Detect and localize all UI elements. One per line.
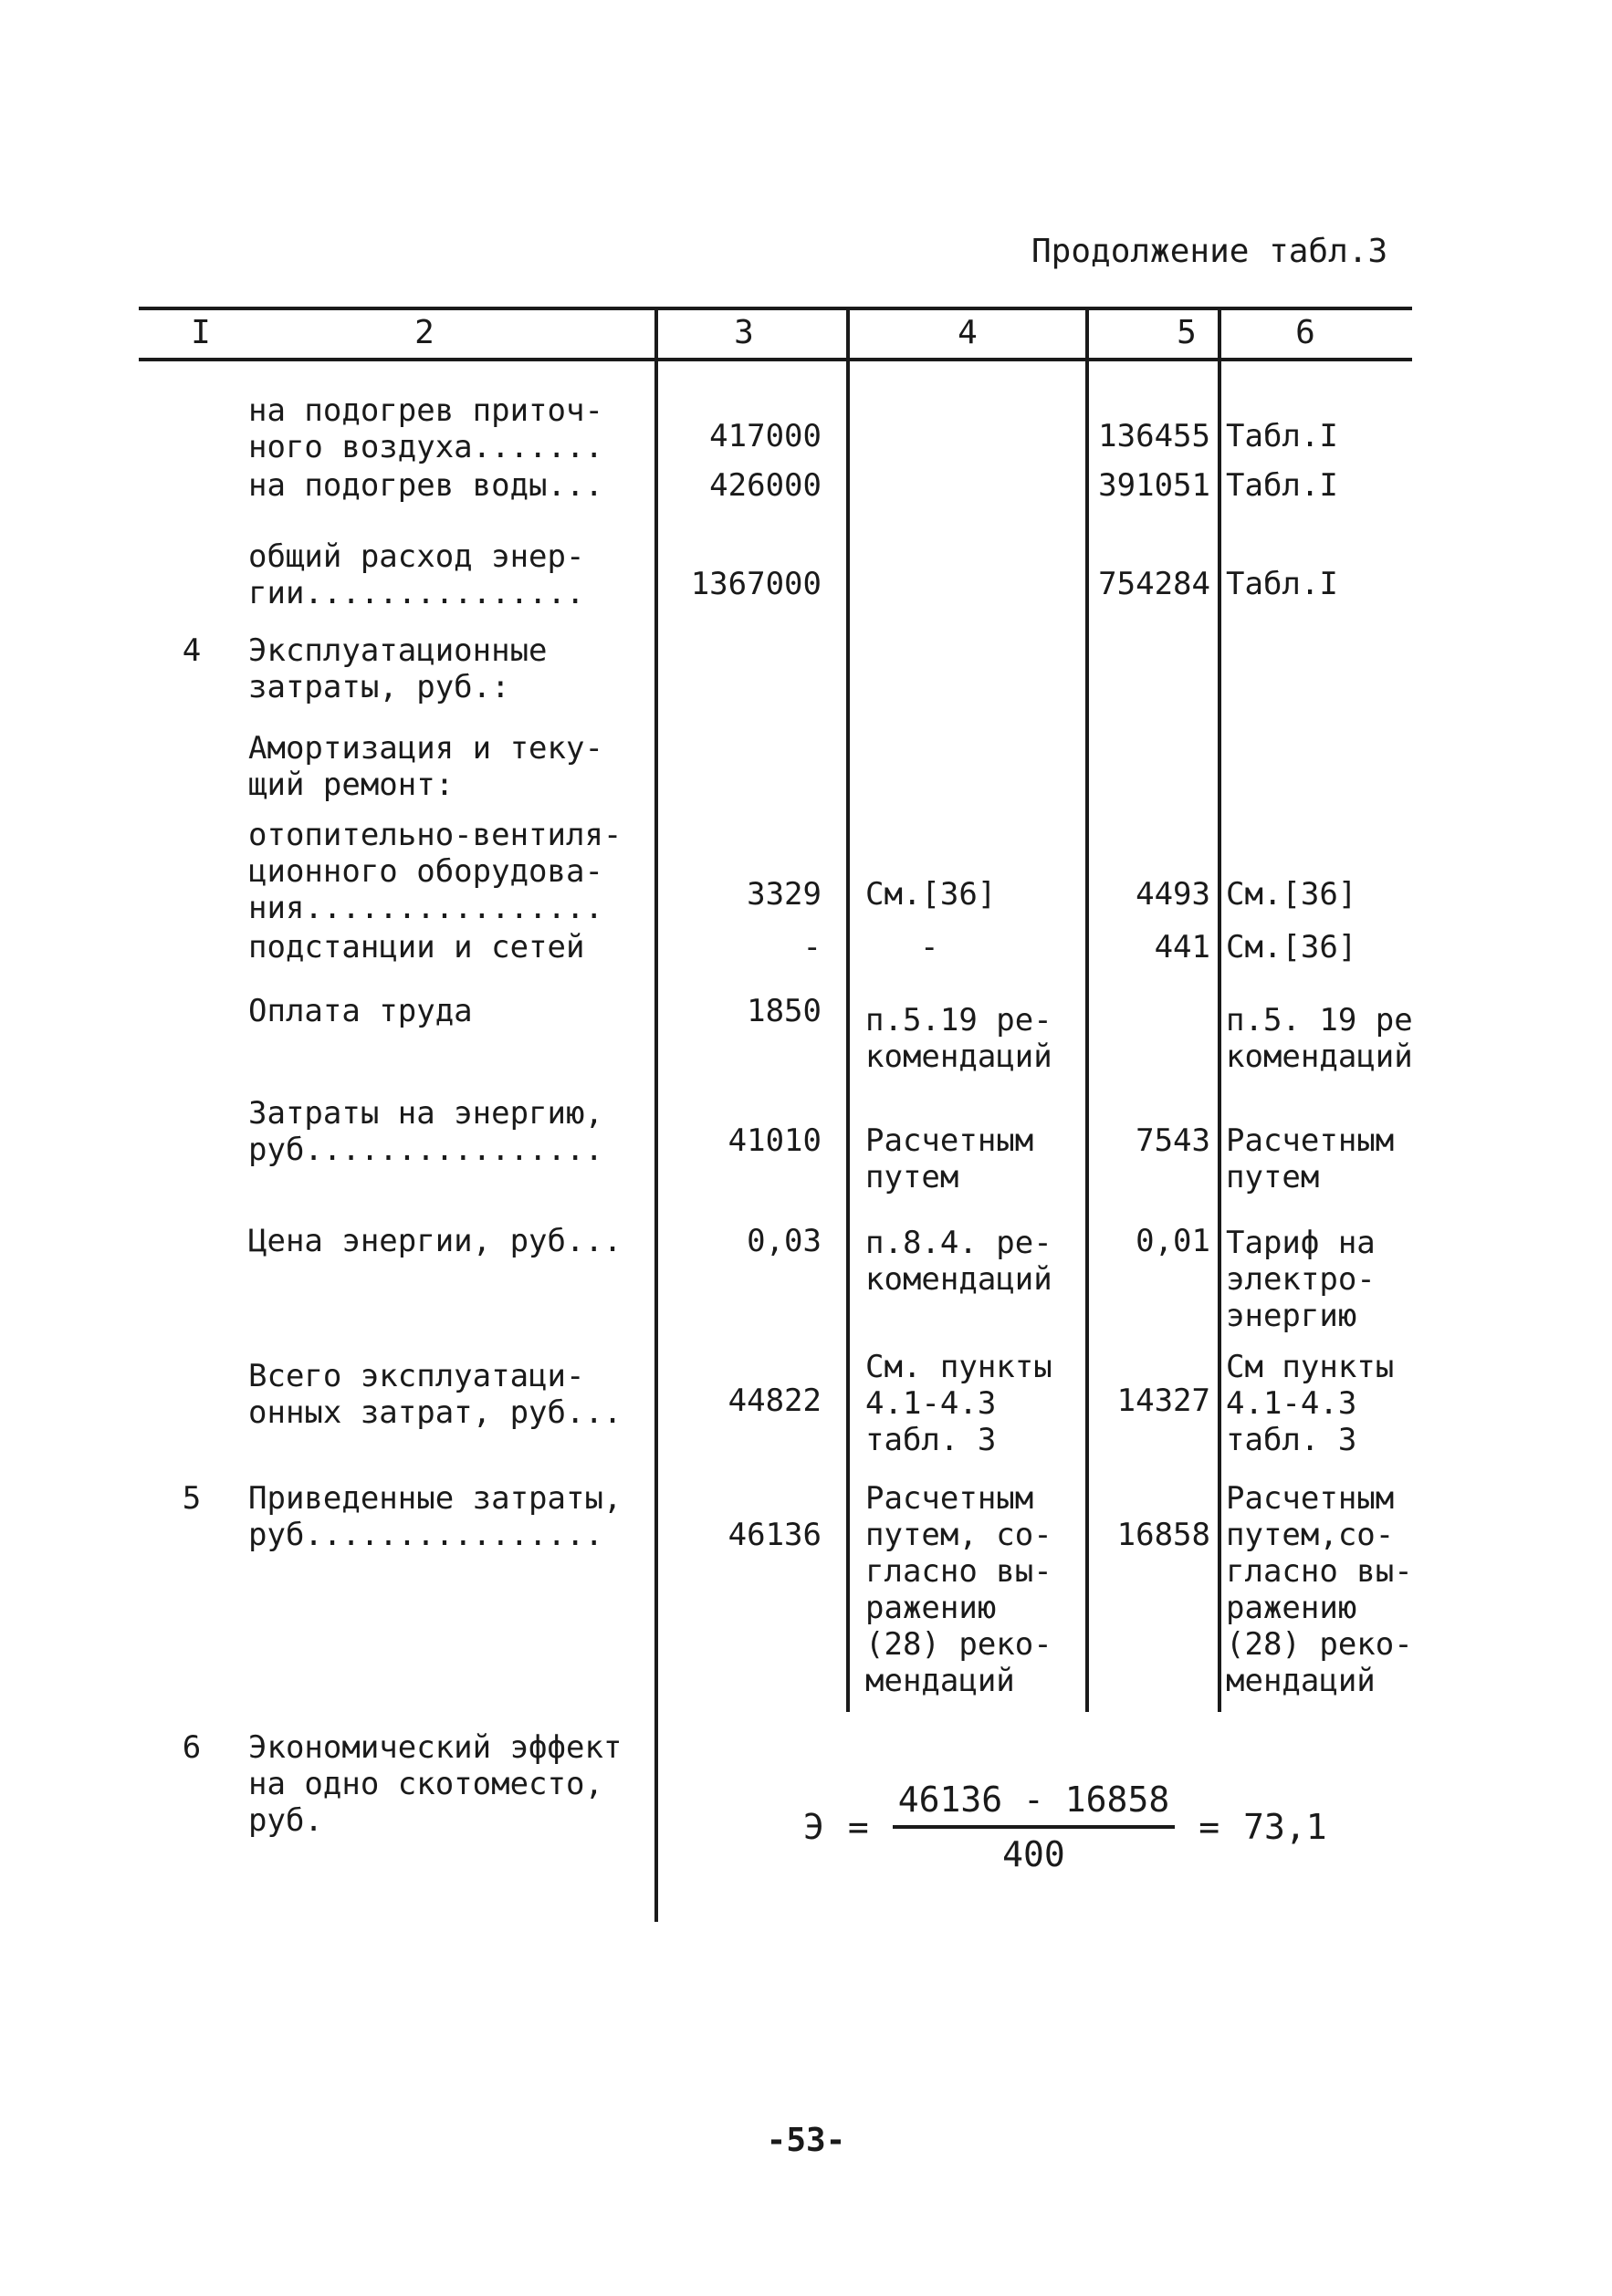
formula-denominator: 400 — [1002, 1834, 1065, 1874]
row-value-col3: 3329 — [747, 876, 822, 913]
column-divider-5-6 — [1218, 307, 1221, 1712]
row-source-col6: См пункты 4.1-4.3 табл. 3 — [1226, 1349, 1395, 1458]
row-label: отопительно-вентиля- ционного оборудова- ния................ — [248, 817, 623, 926]
row-source-col6: Табл.I — [1226, 566, 1338, 602]
row-source-col6: См.[36] — [1226, 876, 1357, 913]
row-value-col5: 16858 — [1116, 1517, 1210, 1553]
row-value-col5: 7543 — [1136, 1122, 1210, 1159]
column-header-1: I — [191, 314, 211, 351]
table-continuation-caption: Продолжение табл.3 — [1031, 233, 1388, 270]
row-value-col3: 426000 — [709, 467, 822, 504]
row-value-col3: 41010 — [727, 1122, 822, 1159]
row-label: Всего эксплуатаци- онных затрат, руб... — [248, 1358, 623, 1431]
row-value-col5: 14327 — [1116, 1383, 1210, 1419]
row-source-col6: См.[36] — [1226, 929, 1357, 965]
row-label: Эксплуатационные затраты, руб.: — [248, 632, 548, 705]
row-label: Цена энергии, руб... — [248, 1223, 623, 1259]
page-number: -53- — [766, 2122, 846, 2159]
row-value-col5: 0,01 — [1136, 1223, 1210, 1259]
row-label: на подогрев воды... — [248, 467, 603, 504]
row-value-col3: 46136 — [727, 1517, 822, 1553]
row-value-col3: 0,03 — [747, 1223, 822, 1259]
formula-equals: = — [847, 1807, 869, 1847]
row-value-col5: 136455 — [1098, 418, 1210, 454]
column-divider-3-4 — [846, 307, 850, 1712]
row-source-col4: п.8.4. ре- комендаций — [865, 1225, 1052, 1298]
row-label: на подогрев приточ- ного воздуха....... — [248, 392, 603, 465]
row-source-col6: Расчетным путем,со- гласно вы- ражению (28) реко- мендаций — [1226, 1480, 1413, 1699]
row-source-col6: Расчетным путем — [1226, 1122, 1395, 1195]
formula-result: 73,1 — [1243, 1807, 1327, 1847]
row-source-col4: - — [920, 929, 939, 965]
row-value-col5: 754284 — [1098, 566, 1210, 602]
row-label: Экономический эффект на одно скотоместо, руб. — [248, 1729, 623, 1839]
row-number: 4 — [182, 632, 202, 669]
economic-effect-formula — [803, 1779, 1327, 1874]
row-source-col6: Табл.I — [1226, 467, 1338, 504]
row-source-col6: Тариф на электро- энергию — [1226, 1225, 1376, 1334]
column-header-6: 6 — [1295, 314, 1315, 351]
formula-equals: = — [1199, 1807, 1220, 1847]
row-number: 5 — [182, 1480, 202, 1517]
row-label: подстанции и сетей — [248, 929, 585, 965]
column-header-5: 5 — [1177, 314, 1197, 351]
column-header-2: 2 — [414, 314, 434, 351]
row-source-col6: Табл.I — [1226, 418, 1338, 454]
row-source-col4: Расчетным путем, со- гласно вы- ражению (28) реко- мендаций — [865, 1480, 1052, 1699]
formula-fraction — [893, 1779, 1175, 1874]
row-value-col5: 4493 — [1136, 876, 1210, 913]
row-label: Оплата труда — [248, 993, 473, 1029]
column-divider-4-5 — [1085, 307, 1089, 1712]
column-divider-2-3 — [654, 307, 658, 1922]
row-source-col4: См. пункты 4.1-4.3 табл. 3 — [865, 1349, 1052, 1458]
row-source-col4: См.[36] — [865, 876, 997, 913]
row-label: Затраты на энергию, руб................ — [248, 1095, 603, 1168]
formula-symbol: Э — [803, 1807, 824, 1847]
row-value-col3: 1367000 — [690, 566, 822, 602]
row-label: Амортизация и теку- щий ремонт: — [248, 730, 603, 803]
column-header-4: 4 — [958, 314, 978, 351]
row-value-col3: 44822 — [727, 1383, 822, 1419]
row-source-col4: п.5.19 ре- комендаций — [865, 1002, 1052, 1075]
formula-numerator: 46136 - 16858 — [893, 1779, 1175, 1829]
row-value-col5: 441 — [1154, 929, 1210, 965]
row-value-col3: - — [802, 929, 822, 965]
row-label: общий расход энер- гии............... — [248, 538, 585, 611]
row-value-col3: 417000 — [709, 418, 822, 454]
row-source-col4: Расчетным путем — [865, 1122, 1034, 1195]
row-label: Приведенные затраты, руб................ — [248, 1480, 623, 1553]
row-value-col5: 391051 — [1098, 467, 1210, 504]
column-header-3: 3 — [734, 314, 754, 351]
row-value-col3: 1850 — [747, 993, 822, 1029]
row-source-col6: п.5. 19 ре комендаций — [1226, 1002, 1413, 1075]
row-number: 6 — [182, 1729, 202, 1766]
